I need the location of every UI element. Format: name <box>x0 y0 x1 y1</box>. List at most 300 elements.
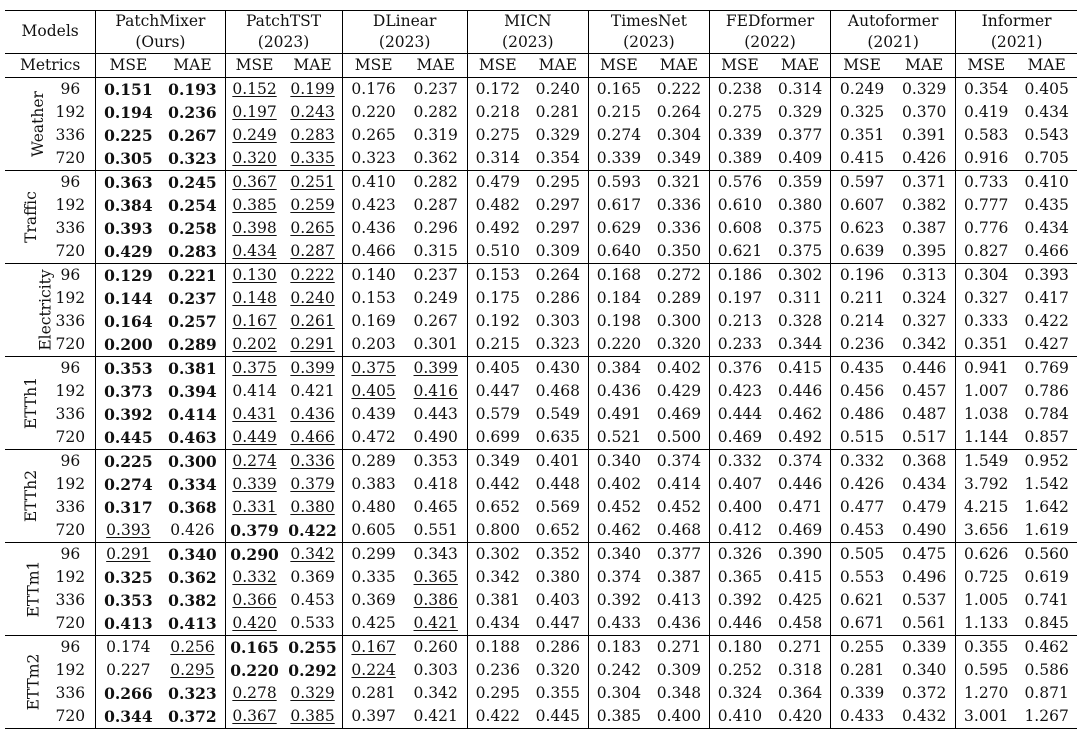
value-cell <box>225 449 284 473</box>
value-cell <box>893 449 956 473</box>
value-cell <box>405 426 468 450</box>
table-row <box>5 77 1077 101</box>
value-cell <box>893 77 956 101</box>
value-cell <box>893 380 956 403</box>
value-text: 0.351 <box>839 126 885 144</box>
value-text: 0.449 <box>232 428 277 446</box>
value-cell <box>96 682 161 705</box>
metrics-row <box>5 53 1077 77</box>
value-text: 0.595 <box>964 661 1009 679</box>
value-cell <box>160 380 225 403</box>
value-cell <box>1016 217 1077 240</box>
value-text: 0.579 <box>475 405 520 423</box>
value-text: 0.517 <box>901 428 947 446</box>
value-cell <box>225 519 284 543</box>
value-cell <box>284 310 343 333</box>
model-header-row <box>5 11 1077 54</box>
value-text: 0.426 <box>839 475 885 493</box>
value-cell <box>160 147 225 171</box>
value-text: 0.398 <box>232 219 277 237</box>
value-text: 1.549 <box>964 452 1009 470</box>
value-cell <box>284 194 343 217</box>
value-cell <box>956 705 1017 729</box>
value-text: 0.282 <box>413 173 458 191</box>
value-text: 0.725 <box>964 568 1009 586</box>
model-header-dlinear <box>342 11 467 54</box>
value-text: 0.199 <box>290 80 335 98</box>
value-text: 0.784 <box>1024 405 1069 423</box>
value-text: 0.777 <box>964 196 1009 214</box>
value-cell <box>649 682 710 705</box>
value-text: 0.617 <box>596 196 642 214</box>
value-text: 0.237 <box>413 80 458 98</box>
value-text: 0.845 <box>1024 614 1069 632</box>
value-cell <box>588 682 649 705</box>
value-text: 0.281 <box>351 684 396 702</box>
value-text: 0.289 <box>656 289 702 307</box>
value-cell <box>893 682 956 705</box>
value-text: 0.477 <box>839 498 885 516</box>
value-cell <box>709 542 770 566</box>
value-text: 0.320 <box>232 149 277 167</box>
value-text: 0.380 <box>777 196 823 214</box>
value-text: 0.174 <box>106 638 151 656</box>
value-text: 0.325 <box>104 567 153 587</box>
horizon-cell: 720 <box>55 428 86 446</box>
value-cell <box>831 380 894 403</box>
value-text: 1.144 <box>964 428 1009 446</box>
value-text: 0.282 <box>413 103 458 121</box>
value-text: 0.403 <box>535 591 581 609</box>
value-cell <box>160 403 225 426</box>
value-cell <box>528 287 589 310</box>
table-row <box>5 519 1077 543</box>
value-cell <box>528 659 589 682</box>
value-cell <box>649 566 710 589</box>
value-text: 0.309 <box>656 661 702 679</box>
value-cell <box>956 426 1017 450</box>
value-text: 0.446 <box>901 359 947 377</box>
value-text: 0.236 <box>475 661 520 679</box>
value-text: 0.413 <box>104 613 153 633</box>
mse-header: MSE <box>588 53 649 77</box>
value-cell <box>709 566 770 589</box>
value-cell <box>405 101 468 124</box>
value-text: 0.332 <box>717 452 763 470</box>
value-cell <box>588 101 649 124</box>
value-cell <box>770 194 831 217</box>
horizon-cell: 192 <box>55 661 86 679</box>
value-text: 0.405 <box>351 382 396 400</box>
value-cell <box>588 124 649 147</box>
value-cell <box>96 589 161 612</box>
value-text: 0.152 <box>232 80 277 98</box>
value-text: 0.175 <box>475 289 520 307</box>
value-cell <box>893 589 956 612</box>
value-text: 0.218 <box>475 103 520 121</box>
horizon-cell: 192 <box>55 475 86 493</box>
value-cell <box>467 542 528 566</box>
value-text: 0.313 <box>901 266 947 284</box>
model-name: FEDformer <box>725 12 815 30</box>
results-table-container <box>5 10 1077 729</box>
value-cell <box>284 659 343 682</box>
value-cell <box>709 380 770 403</box>
value-cell <box>160 263 225 287</box>
value-text: 0.233 <box>717 335 763 353</box>
value-cell <box>588 589 649 612</box>
value-cell <box>956 333 1017 357</box>
value-cell <box>588 449 649 473</box>
value-text: 0.332 <box>232 568 277 586</box>
value-text: 0.221 <box>168 265 217 285</box>
value-cell <box>588 519 649 543</box>
value-text: 0.272 <box>656 266 702 284</box>
value-cell <box>225 612 284 636</box>
value-cell <box>649 147 710 171</box>
value-cell <box>405 682 468 705</box>
value-text: 0.372 <box>901 684 947 702</box>
model-year: (2021) <box>867 33 919 51</box>
value-cell <box>1016 566 1077 589</box>
value-text: 0.369 <box>351 591 396 609</box>
mse-header: MSE <box>467 53 528 77</box>
value-text: 0.543 <box>1024 126 1069 144</box>
value-text: 0.274 <box>596 126 642 144</box>
value-cell <box>225 589 284 612</box>
horizon-cell: 192 <box>55 382 86 400</box>
value-text: 0.214 <box>839 312 885 330</box>
value-text: 0.445 <box>535 707 581 725</box>
value-cell <box>831 612 894 636</box>
value-cell <box>770 77 831 101</box>
value-text: 0.251 <box>290 173 335 191</box>
value-text: 0.375 <box>777 219 823 237</box>
value-text: 0.375 <box>232 359 277 377</box>
value-text: 0.340 <box>901 661 947 679</box>
value-text: 0.327 <box>964 289 1009 307</box>
value-text: 1.038 <box>964 405 1009 423</box>
value-text: 0.605 <box>351 521 396 539</box>
value-text: 0.452 <box>656 498 702 516</box>
model-header-informer <box>956 11 1077 54</box>
value-text: 0.340 <box>596 545 642 563</box>
value-cell <box>956 589 1017 612</box>
value-text: 0.401 <box>535 452 581 470</box>
value-text: 0.422 <box>288 520 337 540</box>
value-cell <box>405 263 468 287</box>
value-cell <box>1016 426 1077 450</box>
value-cell <box>467 124 528 147</box>
value-cell <box>405 496 468 519</box>
value-cell <box>1016 263 1077 287</box>
value-cell <box>770 705 831 729</box>
value-cell <box>588 659 649 682</box>
value-cell <box>284 682 343 705</box>
value-text: 0.222 <box>656 80 702 98</box>
value-text: 0.419 <box>964 103 1009 121</box>
model-header-micn <box>467 11 588 54</box>
dataset-label <box>5 170 45 263</box>
value-cell <box>831 170 894 194</box>
value-text: 0.386 <box>413 591 458 609</box>
mse-header: MSE <box>956 53 1017 77</box>
value-text: 0.621 <box>839 591 885 609</box>
value-cell <box>467 659 528 682</box>
value-cell <box>831 449 894 473</box>
mae-header: MAE <box>904 56 944 74</box>
value-cell <box>405 380 468 403</box>
value-text: 0.453 <box>290 591 335 609</box>
value-text: 0.202 <box>232 335 277 353</box>
value-cell <box>467 170 528 194</box>
value-cell <box>405 194 468 217</box>
value-text: 0.336 <box>290 452 335 470</box>
value-text: 0.435 <box>839 359 885 377</box>
value-cell <box>1016 542 1077 566</box>
value-cell <box>709 263 770 287</box>
value-text: 0.626 <box>964 545 1009 563</box>
horizon-cell: 720 <box>55 149 86 167</box>
value-text: 0.515 <box>839 428 885 446</box>
value-cell <box>528 380 589 403</box>
value-text: 0.429 <box>104 241 153 261</box>
value-text: 0.776 <box>964 219 1009 237</box>
value-text: 0.371 <box>901 173 947 191</box>
value-text: 0.533 <box>290 614 335 632</box>
value-cell <box>709 705 770 729</box>
value-text: 0.769 <box>1024 359 1069 377</box>
value-text: 0.309 <box>535 242 581 260</box>
value-cell <box>467 496 528 519</box>
model-name: PatchMixer <box>115 12 206 30</box>
value-text: 1.005 <box>964 591 1009 609</box>
value-cell <box>831 124 894 147</box>
value-text: 0.537 <box>901 591 947 609</box>
value-text: 0.299 <box>351 545 396 563</box>
value-text: 0.435 <box>1024 196 1069 214</box>
value-cell <box>893 542 956 566</box>
value-cell <box>588 333 649 357</box>
value-text: 0.336 <box>656 219 702 237</box>
value-text: 0.297 <box>535 196 581 214</box>
value-cell <box>831 566 894 589</box>
value-cell <box>956 682 1017 705</box>
value-text: 0.415 <box>777 359 823 377</box>
value-text: 0.372 <box>168 706 217 726</box>
horizon-cell: 336 <box>55 312 86 330</box>
value-text: 0.326 <box>717 545 763 563</box>
value-text: 0.391 <box>901 126 947 144</box>
value-cell <box>770 240 831 264</box>
value-cell <box>709 635 770 659</box>
value-text: 0.255 <box>288 637 337 657</box>
value-text: 0.213 <box>717 312 763 330</box>
value-cell <box>649 705 710 729</box>
value-cell <box>96 194 161 217</box>
value-cell <box>284 473 343 496</box>
value-text: 0.203 <box>351 335 396 353</box>
table-header <box>5 11 1077 78</box>
value-text: 0.278 <box>232 684 277 702</box>
value-cell <box>893 217 956 240</box>
model-year: (2023) <box>623 33 675 51</box>
value-text: 0.407 <box>717 475 763 493</box>
value-cell <box>649 449 710 473</box>
value-text: 0.393 <box>1024 266 1069 284</box>
value-cell <box>342 566 405 589</box>
value-text: 0.365 <box>717 568 763 586</box>
value-cell <box>342 380 405 403</box>
value-text: 0.521 <box>596 428 642 446</box>
value-cell <box>342 705 405 729</box>
table-row <box>5 612 1077 636</box>
model-name: Autoformer <box>847 12 939 30</box>
value-text: 0.560 <box>1024 545 1069 563</box>
value-text: 0.332 <box>839 452 885 470</box>
horizon-cell: 720 <box>55 335 86 353</box>
value-text: 1.542 <box>1024 475 1069 493</box>
value-cell <box>467 635 528 659</box>
value-text: 0.486 <box>839 405 885 423</box>
value-cell <box>160 682 225 705</box>
value-text: 0.374 <box>656 452 702 470</box>
value-text: 1.619 <box>1024 521 1069 539</box>
value-text: 0.364 <box>777 684 823 702</box>
value-text: 0.289 <box>168 334 217 354</box>
value-cell <box>342 124 405 147</box>
value-text: 0.436 <box>290 405 335 423</box>
value-text: 0.324 <box>717 684 763 702</box>
value-text: 0.258 <box>168 218 217 238</box>
value-cell <box>831 240 894 264</box>
value-cell <box>649 403 710 426</box>
value-cell <box>1016 333 1077 357</box>
value-text: 0.462 <box>777 405 823 423</box>
value-cell <box>467 612 528 636</box>
value-text: 0.392 <box>717 591 763 609</box>
models-label: Models <box>21 22 79 41</box>
value-cell <box>467 263 528 287</box>
value-cell <box>649 519 710 543</box>
table-row <box>5 101 1077 124</box>
value-text: 0.314 <box>475 149 520 167</box>
value-cell <box>405 124 468 147</box>
value-text: 0.320 <box>656 335 702 353</box>
value-cell <box>956 566 1017 589</box>
value-cell <box>467 194 528 217</box>
value-text: 0.227 <box>106 661 151 679</box>
value-cell <box>342 217 405 240</box>
value-text: 0.238 <box>717 80 763 98</box>
value-text: 0.442 <box>475 475 520 493</box>
value-cell <box>467 356 528 380</box>
horizon-cell: 336 <box>55 405 86 423</box>
value-cell <box>528 356 589 380</box>
value-text: 0.699 <box>475 428 520 446</box>
value-cell <box>709 77 770 101</box>
value-cell <box>831 77 894 101</box>
value-text: 0.265 <box>290 219 335 237</box>
value-text: 0.385 <box>596 707 642 725</box>
value-cell <box>284 705 343 729</box>
value-text: 0.292 <box>288 660 337 680</box>
value-text: 0.434 <box>1024 219 1069 237</box>
value-cell <box>160 542 225 566</box>
value-text: 0.433 <box>839 707 885 725</box>
value-cell <box>528 147 589 171</box>
value-text: 0.418 <box>413 475 458 493</box>
value-cell <box>467 426 528 450</box>
value-text: 0.436 <box>596 382 642 400</box>
mse-header: MSE <box>831 53 894 77</box>
value-text: 0.140 <box>351 266 396 284</box>
dataset-name: Weather <box>28 90 47 157</box>
value-text: 0.274 <box>104 474 153 494</box>
value-cell <box>467 77 528 101</box>
value-text: 1.133 <box>964 614 1009 632</box>
value-cell <box>405 147 468 171</box>
value-text: 0.413 <box>656 591 702 609</box>
value-text: 0.329 <box>290 684 335 702</box>
value-cell <box>956 519 1017 543</box>
value-cell <box>467 473 528 496</box>
value-text: 0.439 <box>351 405 396 423</box>
value-cell <box>770 170 831 194</box>
value-text: 0.295 <box>475 684 520 702</box>
model-name: MICN <box>504 12 552 30</box>
value-text: 0.417 <box>1024 289 1069 307</box>
value-cell <box>225 682 284 705</box>
value-text: 0.192 <box>475 312 520 330</box>
value-cell <box>1016 124 1077 147</box>
value-text: 0.353 <box>104 358 153 378</box>
value-cell <box>770 217 831 240</box>
model-year: (2023) <box>257 33 310 51</box>
value-cell <box>467 519 528 543</box>
horizon-cell: 336 <box>55 591 86 609</box>
value-text: 0.363 <box>104 172 153 192</box>
value-cell <box>96 542 161 566</box>
horizon-cell: 96 <box>60 359 81 377</box>
value-text: 0.469 <box>656 405 702 423</box>
value-text: 0.331 <box>232 498 277 516</box>
value-cell <box>284 496 343 519</box>
value-text: 0.167 <box>232 312 277 330</box>
mse-header: MSE <box>225 53 284 77</box>
value-text: 0.463 <box>168 427 217 447</box>
model-name: PatchTST <box>245 12 322 30</box>
value-cell <box>160 240 225 264</box>
horizon-cell: 336 <box>55 498 86 516</box>
value-text: 0.342 <box>901 335 947 353</box>
value-text: 0.393 <box>104 218 153 238</box>
value-cell <box>588 635 649 659</box>
value-text: 0.281 <box>839 661 885 679</box>
value-text: 0.236 <box>839 335 885 353</box>
value-text: 0.275 <box>475 126 520 144</box>
value-text: 0.389 <box>717 149 763 167</box>
value-cell <box>160 170 225 194</box>
value-text: 0.399 <box>290 359 335 377</box>
value-text: 0.471 <box>777 498 823 516</box>
value-cell <box>831 333 894 357</box>
dataset-name: Traffic <box>21 190 40 243</box>
value-cell <box>467 333 528 357</box>
value-text: 0.303 <box>535 312 581 330</box>
value-text: 0.323 <box>535 335 581 353</box>
value-text: 0.304 <box>596 684 642 702</box>
